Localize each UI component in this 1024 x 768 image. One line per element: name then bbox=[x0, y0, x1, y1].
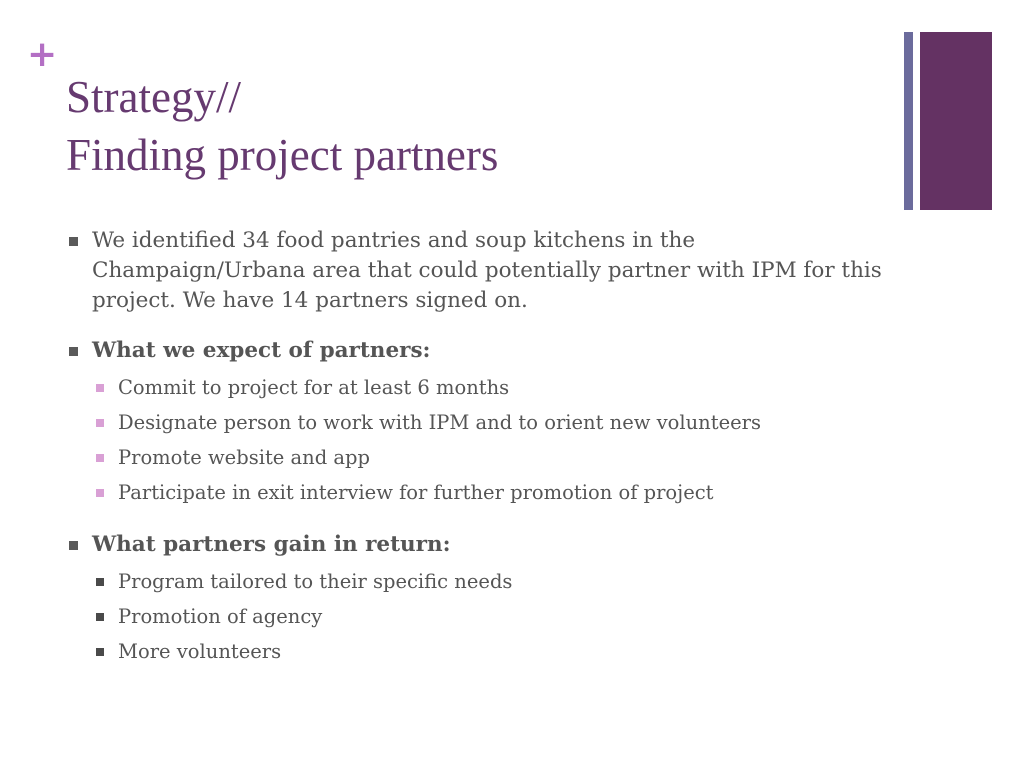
square-bullet-icon bbox=[96, 419, 104, 427]
square-bullet-icon bbox=[69, 237, 78, 246]
accent-bar-thick bbox=[920, 32, 992, 210]
expect-heading-text: What we expect of partners: bbox=[92, 338, 431, 363]
slide-body bbox=[66, 226, 896, 669]
square-bullet-icon bbox=[69, 541, 78, 550]
plus-icon: + bbox=[27, 34, 58, 75]
square-bullet-icon bbox=[96, 384, 104, 392]
sub-bullet-gain-3 bbox=[66, 634, 896, 669]
sub-bullet-text: Participate in exit interview for further promotion of project bbox=[118, 481, 714, 504]
sub-bullet-text: Promotion of agency bbox=[118, 605, 323, 628]
sub-bullet-text: Designate person to work with IPM and to orient new volunteers bbox=[118, 411, 761, 434]
sub-bullet-expect-4 bbox=[66, 475, 896, 510]
sub-bullet-text: Commit to project for at least 6 months bbox=[118, 376, 510, 399]
sub-bullet-gain-1 bbox=[66, 564, 896, 599]
sub-bullet-text: Program tailored to their specific needs bbox=[118, 570, 513, 593]
sub-bullet-gain-2 bbox=[66, 599, 896, 634]
sub-bullet-text: More volunteers bbox=[118, 640, 282, 663]
title-line-2: Finding project partners bbox=[66, 130, 499, 180]
bullet-gain-heading bbox=[66, 530, 896, 560]
square-bullet-icon bbox=[96, 489, 104, 497]
gain-heading-text: What partners gain in return: bbox=[92, 532, 451, 557]
sub-bullet-expect-2 bbox=[66, 405, 896, 440]
square-bullet-icon bbox=[96, 454, 104, 462]
square-bullet-icon bbox=[96, 578, 104, 586]
square-bullet-icon bbox=[96, 613, 104, 621]
bullet-intro-text: We identified 34 food pantries and soup kitchens in the Champaign/Urbana area that could potentially partner with IPM for this project. We have 14 partners signed on. bbox=[92, 228, 882, 313]
bullet-intro bbox=[66, 226, 896, 316]
sub-bullet-text: Promote website and app bbox=[118, 446, 370, 469]
square-bullet-icon bbox=[96, 648, 104, 656]
square-bullet-icon bbox=[69, 347, 78, 356]
sub-bullet-expect-3 bbox=[66, 440, 896, 475]
sub-bullet-expect-1 bbox=[66, 370, 896, 405]
accent-bar-thin bbox=[904, 32, 913, 210]
title-line-1: Strategy// bbox=[66, 72, 241, 122]
bullet-expect-heading bbox=[66, 336, 896, 366]
slide-title bbox=[66, 68, 866, 184]
